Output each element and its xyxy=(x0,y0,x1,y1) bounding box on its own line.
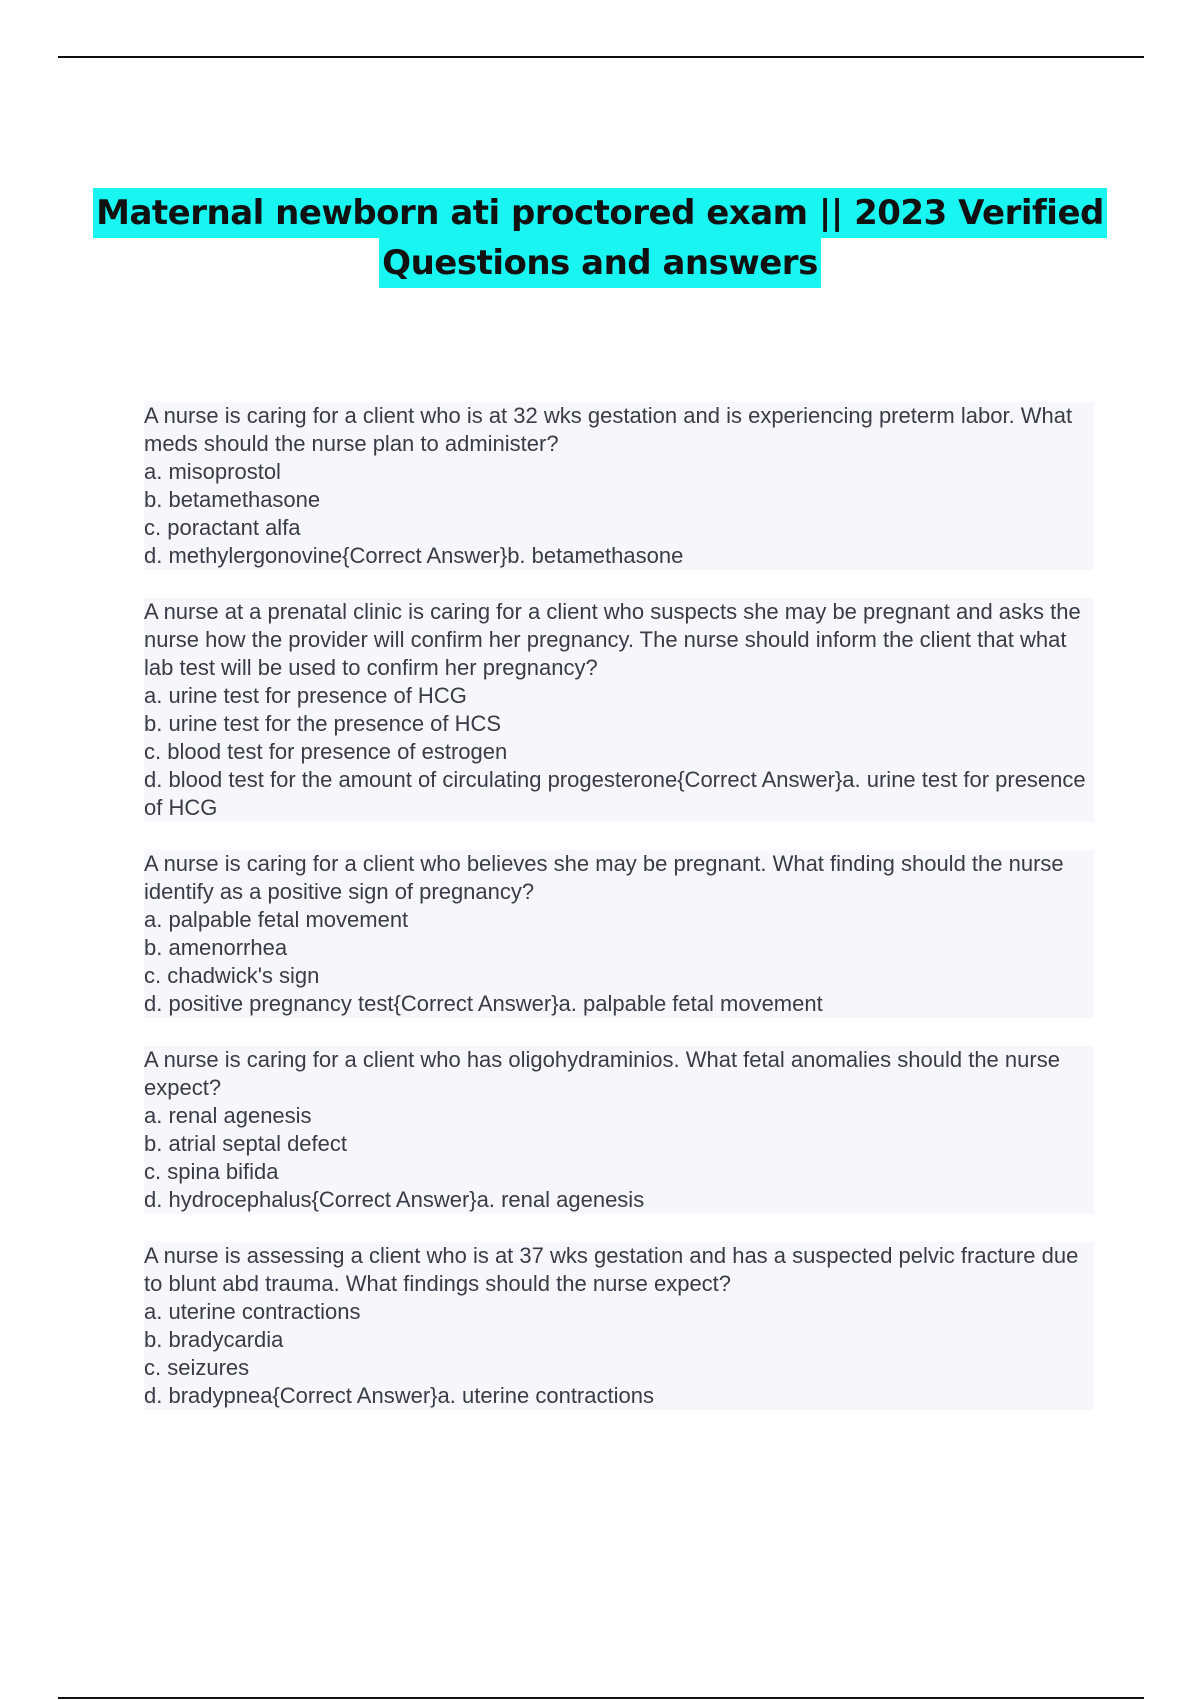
answer-option-c: c. seizures xyxy=(144,1354,1094,1382)
questions-list xyxy=(144,402,1094,1438)
answer-option-b: b. bradycardia xyxy=(144,1326,1094,1354)
answer-option-a: a. misoprostol xyxy=(144,458,1094,486)
answer-option-b: b. urine test for the presence of HCS xyxy=(144,710,1094,738)
title-line-2: Questions and answers xyxy=(379,238,821,288)
document-title xyxy=(60,188,1140,288)
answer-option-a: a. renal agenesis xyxy=(144,1102,1094,1130)
question-stem: A nurse is caring for a client who believes she may be pregnant. What finding should the nurse identify as a positive sign of pregnancy? xyxy=(144,850,1094,906)
answer-option-c: c. blood test for presence of estrogen xyxy=(144,738,1094,766)
question-block-4 xyxy=(144,1046,1094,1214)
answer-option-d-with-correct-answer: d. methylergonovine{Correct Answer}b. betamethasone xyxy=(144,542,1094,570)
answer-option-b: b. atrial septal defect xyxy=(144,1130,1094,1158)
answer-option-d-with-correct-answer: d. hydrocephalus{Correct Answer}a. renal agenesis xyxy=(144,1186,1094,1214)
top-rule xyxy=(58,56,1144,58)
title-line-1: Maternal newborn ati proctored exam || 2023 Verified xyxy=(93,188,1107,238)
question-block-5 xyxy=(144,1242,1094,1410)
answer-option-a: a. palpable fetal movement xyxy=(144,906,1094,934)
answer-option-a: a. urine test for presence of HCG xyxy=(144,682,1094,710)
answer-option-d-with-correct-answer: d. positive pregnancy test{Correct Answer}a. palpable fetal movement xyxy=(144,990,1094,1018)
bottom-rule xyxy=(58,1697,1144,1699)
answer-option-b: b. betamethasone xyxy=(144,486,1094,514)
answer-option-b: b. amenorrhea xyxy=(144,934,1094,962)
answer-option-d-with-correct-answer: d. bradypnea{Correct Answer}a. uterine contractions xyxy=(144,1382,1094,1410)
question-stem: A nurse is caring for a client who is at 32 wks gestation and is experiencing preterm labor. What meds should the nurse plan to administer? xyxy=(144,402,1094,458)
question-block-3 xyxy=(144,850,1094,1018)
question-stem: A nurse is assessing a client who is at 37 wks gestation and has a suspected pelvic fracture due to blunt abd trauma. What findings should the nurse expect? xyxy=(144,1242,1094,1298)
answer-option-a: a. uterine contractions xyxy=(144,1298,1094,1326)
question-block-1 xyxy=(144,402,1094,570)
answer-option-d-with-correct-answer: d. blood test for the amount of circulating progesterone{Correct Answer}a. urine test for presence of HCG xyxy=(144,766,1094,822)
question-block-2 xyxy=(144,598,1094,822)
answer-option-c: c. chadwick's sign xyxy=(144,962,1094,990)
question-stem: A nurse is caring for a client who has oligohydraminios. What fetal anomalies should the nurse expect? xyxy=(144,1046,1094,1102)
question-stem: A nurse at a prenatal clinic is caring for a client who suspects she may be pregnant and asks the nurse how the provider will confirm her pregnancy. The nurse should inform the client that what lab test will be used to confirm her pregnancy? xyxy=(144,598,1094,682)
answer-option-c: c. poractant alfa xyxy=(144,514,1094,542)
answer-option-c: c. spina bifida xyxy=(144,1158,1094,1186)
